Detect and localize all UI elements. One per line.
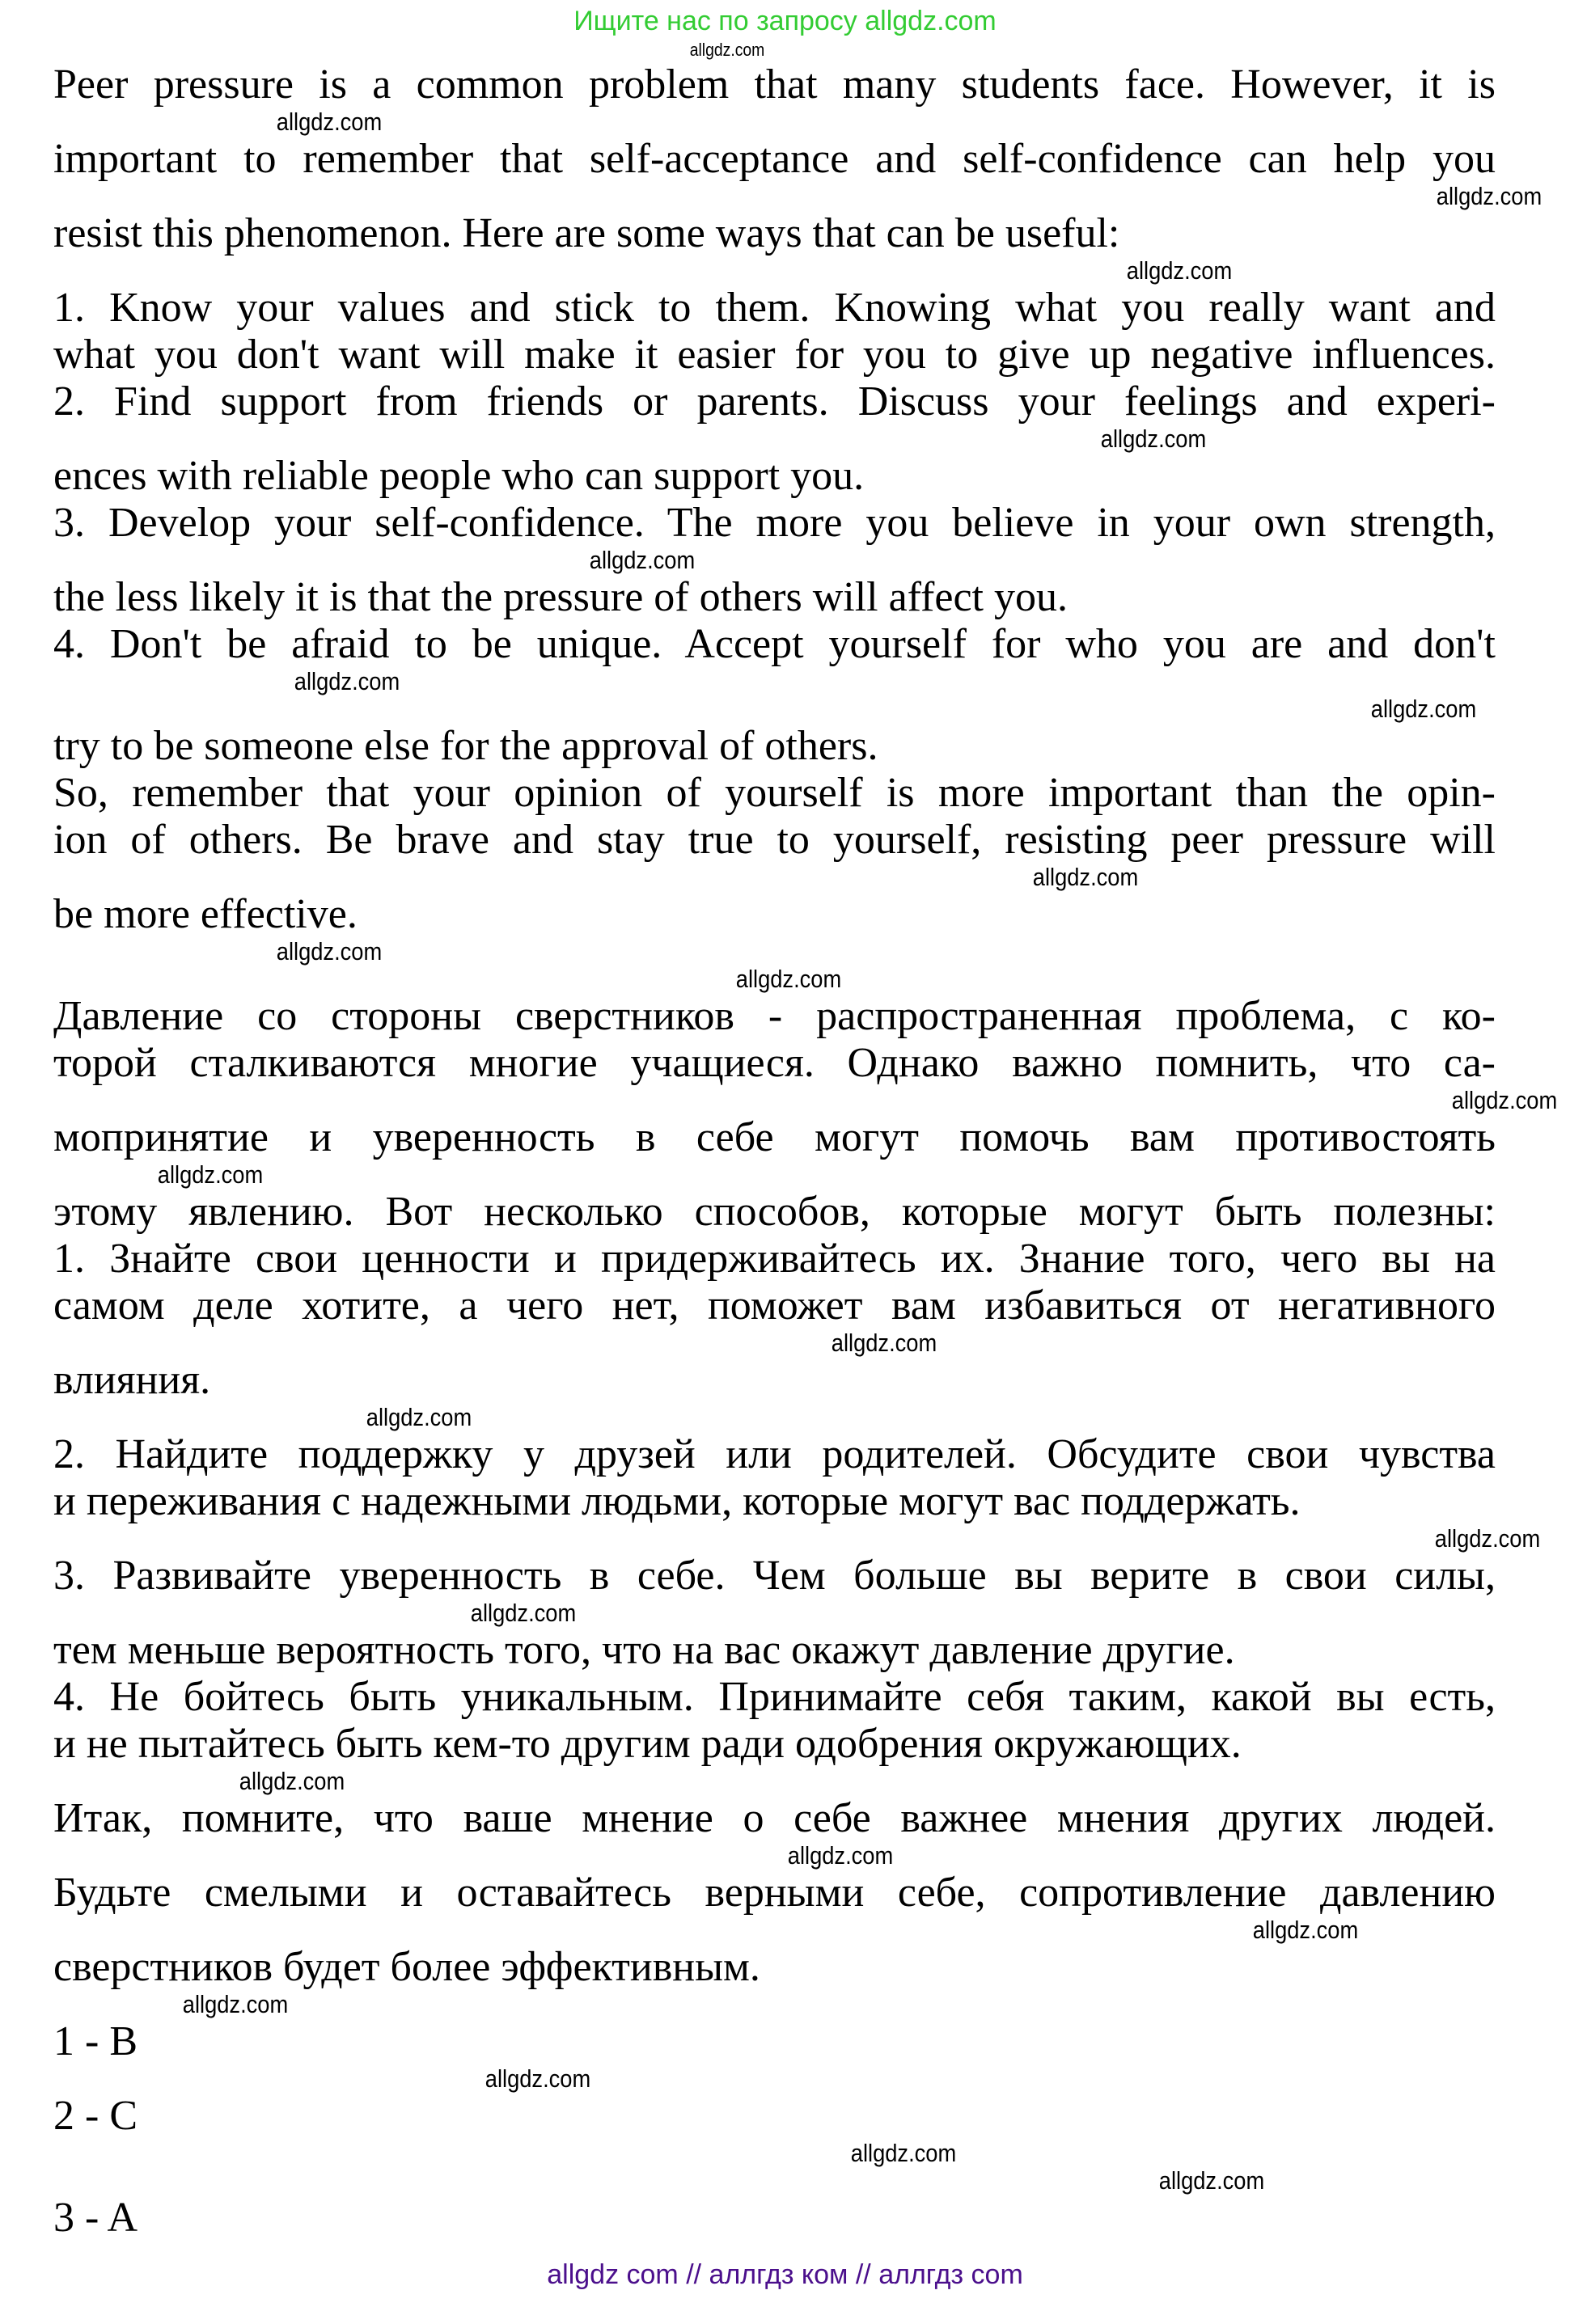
english-text-line: resist this phenomenon. Here are some ways that can be useful: [53,210,1120,256]
watermark: allgdz.com [157,1160,264,1189]
english-text-line: important to remember that self-acceptance and self-confidence can help you [53,136,1496,182]
watermark-row [0,108,1570,136]
russian-text-line: 3. Развивайте уверенность в себе. Чем больше вы верите в свои силы, [53,1553,1496,1599]
watermark: allgdz.com [366,1403,472,1431]
watermark-row [0,695,1570,723]
watermark-row [0,183,1570,210]
english-text-line: ences with reliable people who can support you. [53,453,865,499]
watermark-row [0,1404,1570,1431]
watermark: allgdz.com [470,1599,577,1627]
russian-text-line: и переживания с надежными людьми, которые могут вас поддержать. [53,1478,1301,1524]
russian-text-line: торой сталкиваются многие учащиеся. Однако важно помнить, что са- [53,1040,1496,1086]
russian-text-line: мопринятие и уверенность в себе могут помочь вам противостоять [53,1114,1496,1160]
watermark-row [0,39,1570,61]
watermark-row [0,1991,1570,2018]
watermark: allgdz.com [1370,695,1477,723]
watermark-row [0,966,1570,993]
russian-text-line: влияния. [53,1357,211,1403]
watermark-row [0,1842,1570,1870]
russian-text-line: 2. Найдите поддержку у друзей или родителей. Обсудите свои чувства [53,1431,1496,1477]
answer-line: 1 - B [53,2018,138,2064]
russian-text-line: Давление со стороны сверстников - распространенная проблема, с ко- [53,993,1496,1039]
watermark: allgdz.com [1032,863,1138,891]
watermark: allgdz.com [277,937,383,966]
answer-line: 3 - A [53,2195,138,2241]
watermark-row [0,668,1570,695]
watermark: allgdz.com [831,1329,937,1357]
english-text-line: So, remember that your opinion of yourself is more important than the opin- [53,770,1496,816]
watermark: allgdz.com [788,1841,894,1870]
watermark-row [0,425,1570,453]
russian-text-line: тем меньше вероятность того, что на вас окажут давление другие. [53,1627,1235,1673]
watermark: allgdz.com [485,2064,591,2093]
russian-text-line: этому явлению. Вот несколько способов, которые могут быть полезны: [53,1189,1496,1235]
watermark: allgdz.com [1101,425,1207,453]
watermark: allgdz.com [1436,182,1542,210]
russian-text-line: сверстников будет более эффективным. [53,1944,760,1990]
watermark: allgdz.com [294,667,400,695]
watermark-row [0,2167,1570,2195]
watermark: allgdz.com [277,108,383,136]
russian-text-line: Итак, помните, что ваше мнение о себе важнее мнения других людей. [53,1795,1496,1841]
watermark-row [0,257,1570,285]
watermark-row [0,1525,1570,1553]
footer-banner[interactable]: allgdz com // аллгдз ком // аллгдз com [547,2259,1023,2290]
answer-line: 2 - C [53,2093,138,2139]
russian-text-line: и не пытайтесь быть кем-то другим ради одобрения окружающих. [53,1721,1242,1767]
watermark: allgdz.com [690,40,765,60]
english-text-line: Peer pressure is a common problem that many students face. However, it is [53,61,1496,108]
english-text-line: 1. Know your values and stick to them. Knowing what you really want and [53,285,1496,331]
english-text-line: try to be someone else for the approval of others. [53,723,878,769]
watermark: allgdz.com [1435,1524,1541,1553]
russian-text-line: самом деле хотите, а чего нет, поможет вам избавиться от негативного [53,1282,1496,1329]
english-text-line: 3. Develop your self-confidence. The more you believe in your own strength, [53,500,1496,546]
russian-text-line: 1. Знайте свои ценности и придерживайтесь их. Знание того, чего вы на [53,1236,1496,1282]
russian-text-line: 4. Не бойтесь быть уникальным. Принимайте себя таким, какой вы есть, [53,1674,1496,1720]
english-text-line: 2. Find support from friends or parents. Discuss your feelings and experi- [53,378,1496,425]
english-text-line: be more effective. [53,891,358,937]
watermark-row [0,1329,1570,1357]
watermark-row [0,1161,1570,1189]
watermark: allgdz.com [590,546,696,574]
english-text-line: ion of others. Be brave and stay true to yourself, resisting peer pressure will [53,817,1496,863]
watermark: allgdz.com [850,2139,957,2167]
watermark: allgdz.com [1126,256,1233,285]
watermark-row [0,2140,1570,2167]
watermark: allgdz.com [1253,1916,1359,1944]
watermark-row [0,1087,1570,1114]
watermark-row [0,2065,1570,2093]
english-text-line: the less likely it is that the pressure of others will affect you. [53,574,1068,620]
russian-text-line: Будьте смелыми и оставайтесь верными себе, сопротивление давлению [53,1870,1496,1916]
watermark-row [0,547,1570,574]
watermark-row [0,938,1570,966]
watermark-row [0,864,1570,891]
watermark: allgdz.com [182,1990,289,2018]
watermark: allgdz.com [1451,1086,1557,1114]
watermark-row [0,1599,1570,1627]
document-body [0,39,1570,2242]
watermark: allgdz.com [239,1767,345,1795]
watermark: allgdz.com [735,965,842,993]
watermark-row [0,1768,1570,1795]
watermark-row [0,1916,1570,1944]
header-banner[interactable]: Ищите нас по запросу allgdz.com [573,6,997,36]
english-text-line: 4. Don't be afraid to be unique. Accept yourself for who you are and don't [53,621,1496,667]
english-text-line: what you don't want will make it easier for you to give up negative influences. [53,332,1496,378]
watermark: allgdz.com [1159,2166,1265,2195]
